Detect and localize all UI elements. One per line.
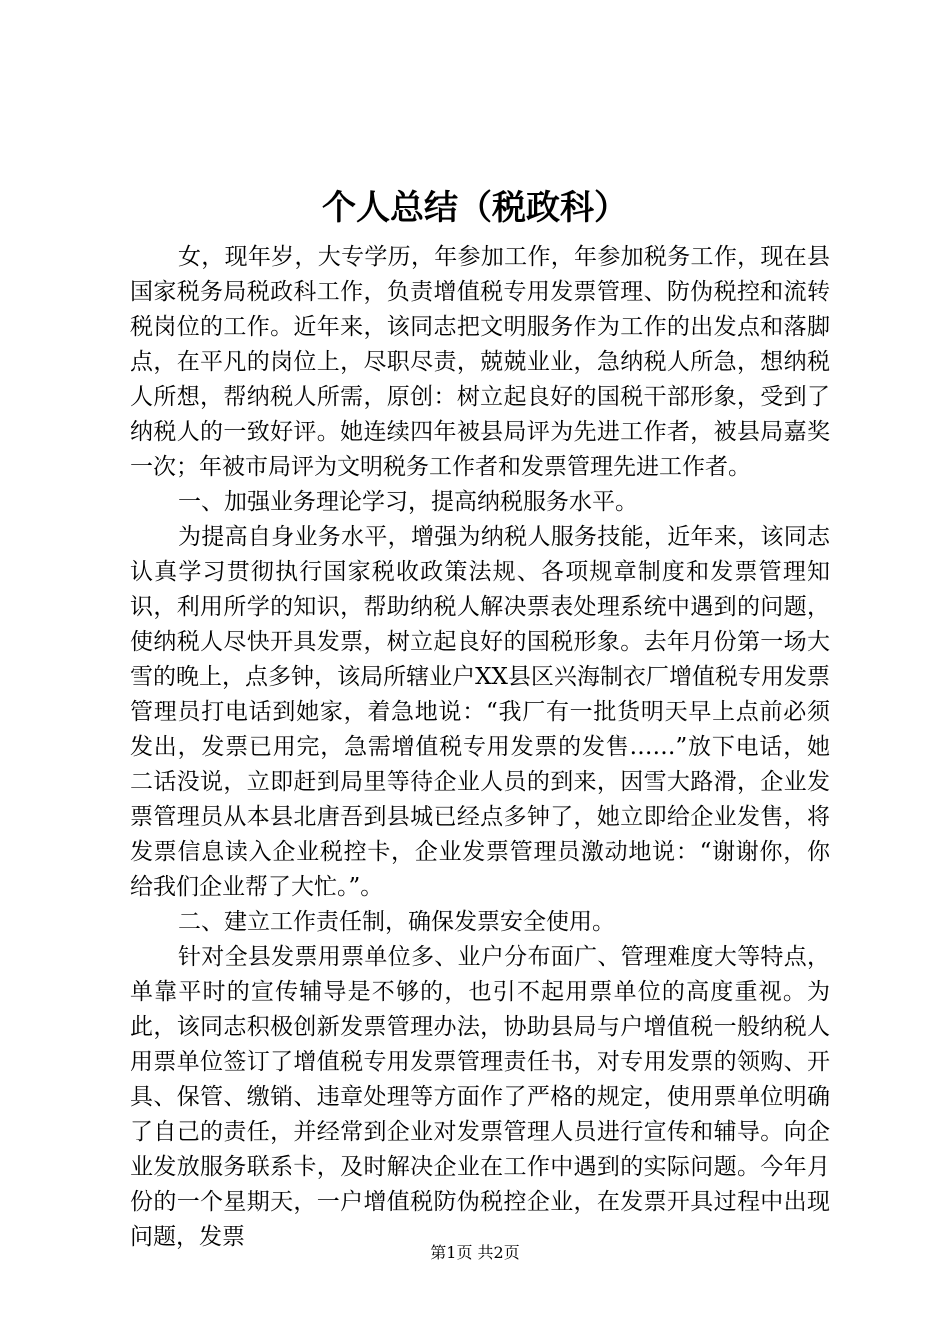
- section-heading-1: 一、加强业务理论学习，提高纳税服务水平。: [178, 489, 638, 515]
- section-heading-2: 二、建立工作责任制，确保发票安全使用。: [178, 909, 615, 935]
- paragraph-section-2: 针对全县发票用票单位多、业户分布面广、管理难度大等特点，单靠平时的宣传辅导是不够的，也引不起用票单位的高度重视。为此，该同志积极创新发票管理办法，协助县局与户增值税一般纳税人用票单位签订了增值税专用发票管理责任书，对专用发票的领购、开具、保管、缴销、违章处理等方面作了严格的规定，使用票单位明确了自己的责任，并经常到企业对发票管理人员进行宣传和辅导。向企业发放服务联系卡，及时解决企业在工作中遇到的实际问题。今年月份的一个星期天，一户增值税防伪税控企业，在发票开具过程中出现问题，发票: [130, 944, 830, 1250]
- document-body: [130, 240, 830, 1255]
- paragraph-section-1: 为提高自身业务水平，增强为纳税人服务技能，近年来，该同志认真学习贯彻执行国家税收政策法规、各项规章制度和发票管理知识，利用所学的知识，帮助纳税人解决票表处理系统中遇到的问题，使纳税人尽快开具发票，树立起良好的国税形象。去年月份第一场大雪的晚上，点多钟，该局所辖业户XX县区兴海制衣厂增值税专用发票管理员打电话到她家，着急地说：“我厂有一批货明天早上点前必须发出，发票已用完，急需增值税专用发票的发售……”放下电话，她二话没说，立即赶到局里等待企业人员的到来，因雪大路滑，企业发票管理员从本县北唐吾到县城已经点多钟了，她立即给企业发售，将发票信息读入企业税控卡，企业发票管理员激动地说：“谢谢你，你给我们企业帮了大忙。”。: [130, 524, 830, 900]
- page-footer: 第1页 共2页: [430, 1243, 520, 1262]
- paragraph-intro: 女，现年岁，大专学历，年参加工作，年参加税务工作，现在县国家税务局税政科工作，负责增值税专用发票管理、防伪税控和流转税岗位的工作。近年来，该同志把文明服务作为工作的出发点和落脚点，在平凡的岗位上，尽职尽责，兢兢业业，急纳税人所急，想纳税人所想，帮纳税人所需，原创：树立起良好的国税干部形象，受到了纳税人的一致好评。她连续四年被县局评为先进工作者，被县局嘉奖一次；年被市局评为文明税务工作者和发票管理先进工作者。: [130, 244, 830, 480]
- document-title: 个人总结（税政科）: [322, 188, 628, 228]
